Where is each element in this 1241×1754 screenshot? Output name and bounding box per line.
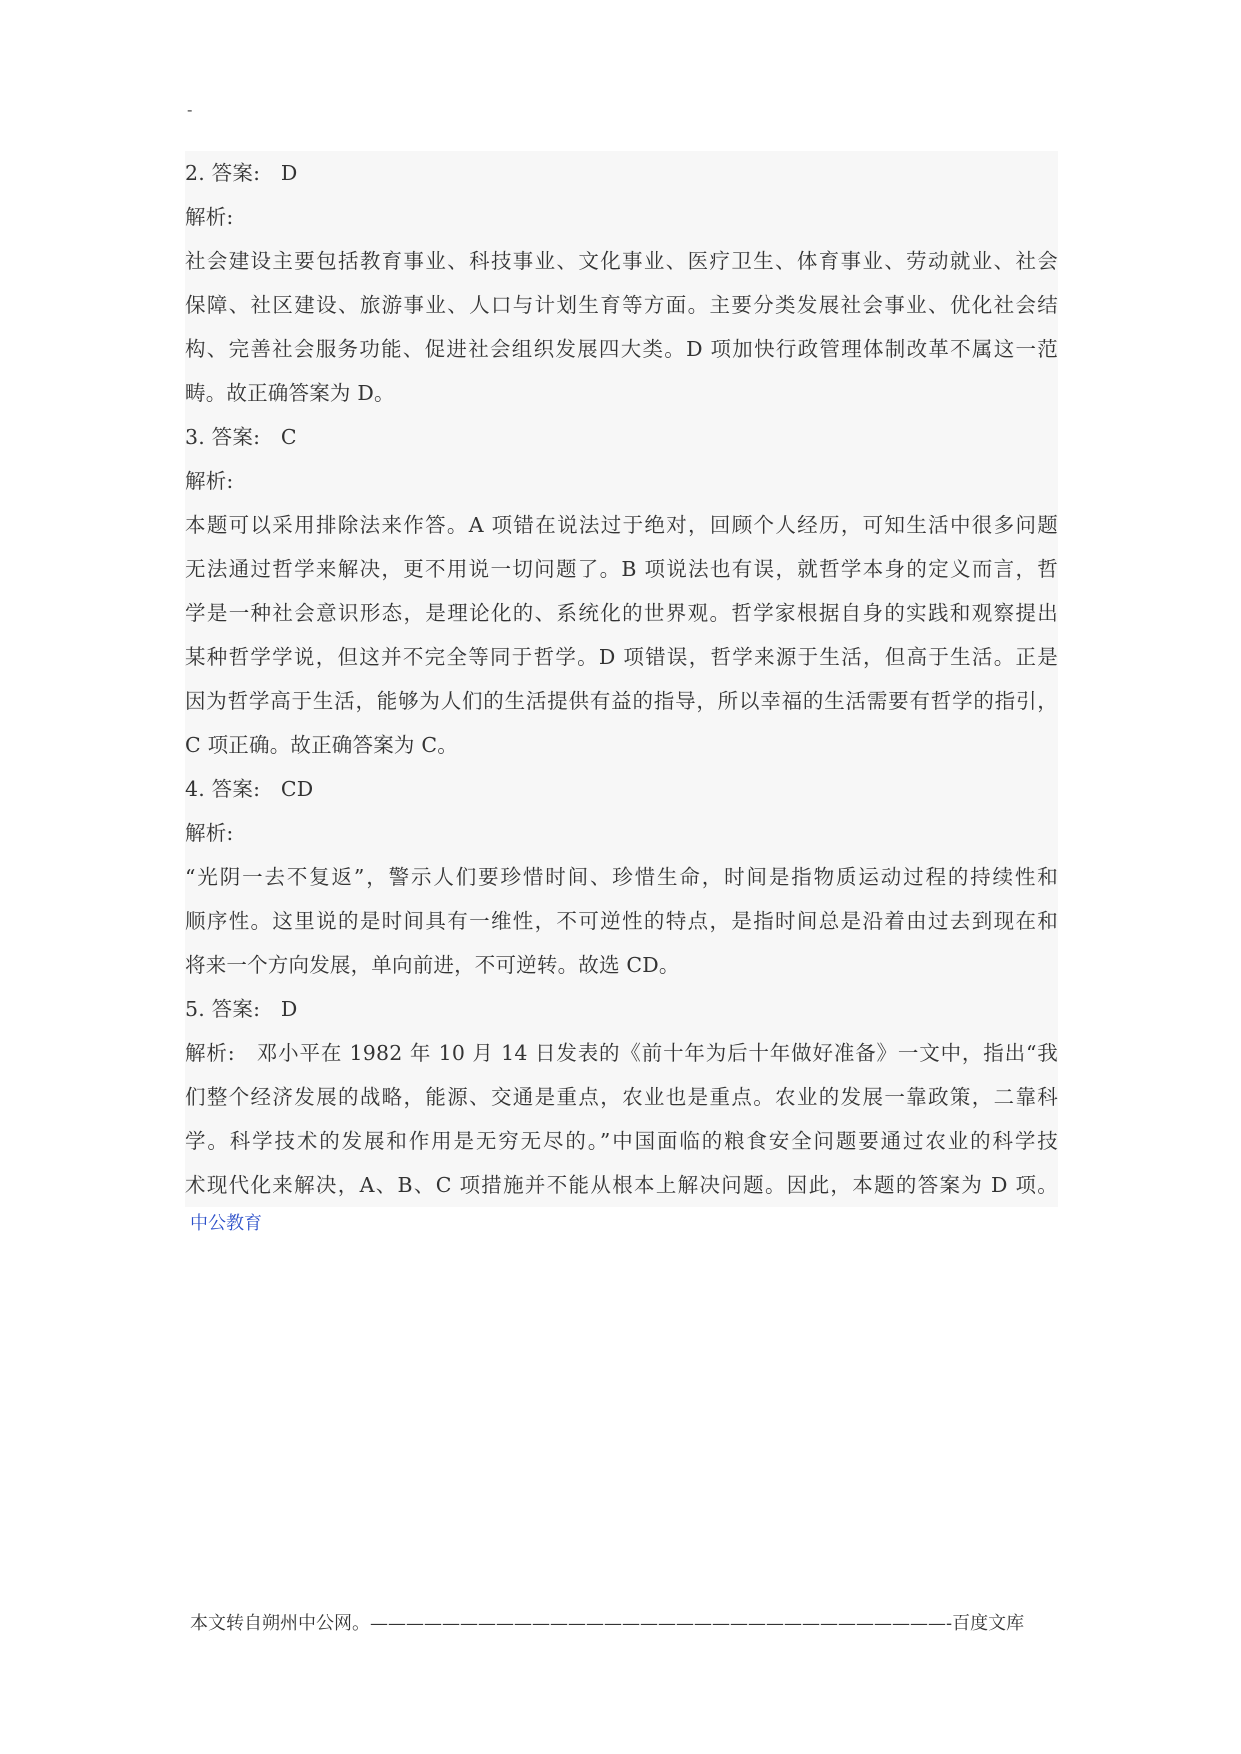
source-link[interactable]: 中公教育 [190,1213,262,1234]
analysis-2-line-3: 构、完善社会服务功能、促进社会组织发展四大类。D 项加快行政管理体制改革不属这一范 [185,337,1058,361]
analysis-4-line-1: “光阴一去不复返”，警示人们要珍惜时间、珍惜生命，时间是指物质运动过程的持续性和 [185,865,1058,889]
analysis-3-line-4: 某种哲学学说，但这并不完全等同于哲学。D 项错误，哲学来源于生活，但高于生活。正是 [185,645,1058,669]
answer-2-heading: 2. 答案: D [185,161,298,185]
analysis-2-line-4: 畴。故正确答案为 D。 [185,381,395,405]
analysis-5-line-4: 术现代化来解决，A、B、C 项措施并不能从根本上解决问题。因此，本题的答案为 D 项。 [185,1173,1058,1197]
analysis-label: 解析: [185,821,234,845]
answer-5-heading: 5. 答案: D [185,997,298,1021]
analysis-4-line-2: 顺序性。这里说的是时间具有一维性，不可逆性的特点，是指时间总是沿着由过去到现在和 [185,909,1058,933]
analysis-3-line-5: 因为哲学高于生活，能够为人们的生活提供有益的指导，所以幸福的生活需要有哲学的指引， [185,689,1058,713]
analysis-label: 解析: [185,469,234,493]
analysis-4-line-3: 将来一个方向发展，单向前进，不可逆转。故选 CD。 [185,953,680,977]
answer-3-heading: 3. 答案: C [185,425,297,449]
analysis-3-line-6: C 项正确。故正确答案为 C。 [185,733,458,757]
analysis-5-line-1: 解析: 邓小平在 1982 年 10 月 14 日发表的《前十年为后十年做好准备》一文中，指出“我 [185,1041,1058,1065]
analysis-5-line-3: 学。科学技术的发展和作用是无穷无尽的。”中国面临的粮食安全问题要通过农业的科学技 [185,1129,1058,1153]
analysis-3-line-1: 本题可以采用排除法来作答。A 项错在说法过于绝对，回顾个人经历，可知生活中很多问题 [185,513,1058,537]
analysis-2-line-1: 社会建设主要包括教育事业、科技事业、文化事业、医疗卫生、体育事业、劳动就业、社会 [185,249,1058,273]
analysis-2-line-2: 保障、社区建设、旅游事业、人口与计划生育等方面。主要分类发展社会事业、优化社会结 [185,293,1058,317]
answer-analysis-block [185,151,1058,1207]
top-dash-mark: - [187,100,193,119]
answer-4-heading: 4. 答案: CD [185,777,314,801]
analysis-5-line-2: 们整个经济发展的战略，能源、交通是重点，农业也是重点。农业的发展一靠政策，二靠科 [185,1085,1058,1109]
footer-source-note: 本文转自朔州中公网。————————————————————————————————-百度文库 [190,1613,1025,1634]
analysis-label: 解析: [185,205,234,229]
analysis-3-line-3: 学是一种社会意识形态，是理论化的、系统化的世界观。哲学家根据自身的实践和观察提出 [185,601,1058,625]
analysis-3-line-2: 无法通过哲学来解决，更不用说一切问题了。B 项说法也有误，就哲学本身的定义而言，哲 [185,557,1058,581]
